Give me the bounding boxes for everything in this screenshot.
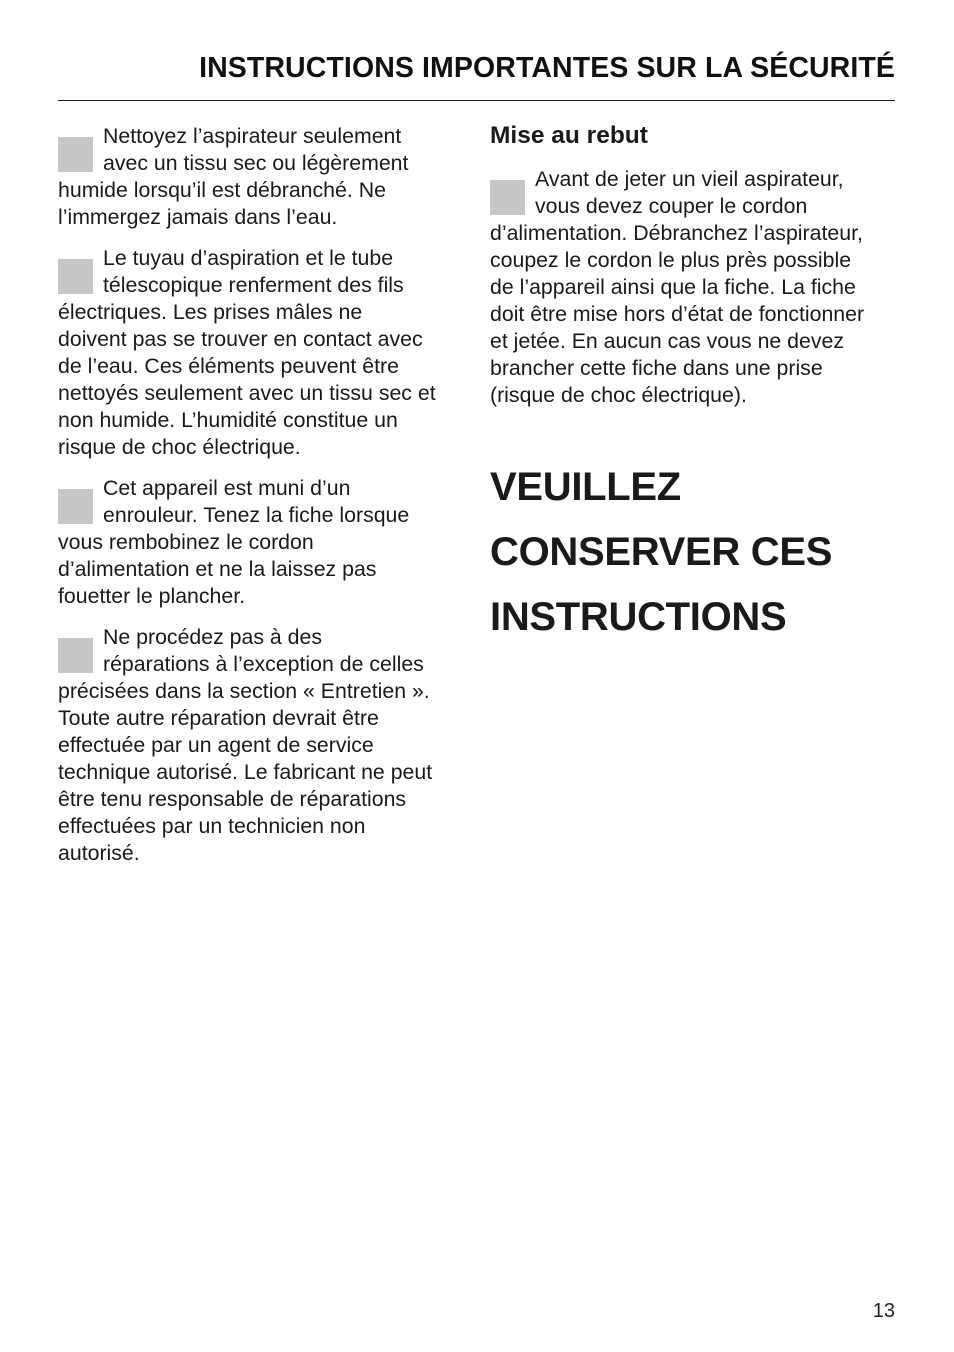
text-line: Nettoyez l’aspirateur seulement xyxy=(103,124,402,148)
text-line: brancher cette fiche dans une prise xyxy=(490,356,823,380)
page-number: 13 xyxy=(872,1300,895,1322)
text-line: de l’eau. Ces éléments peuvent être xyxy=(58,354,399,378)
text-line: Le tuyau d’aspiration et le tube xyxy=(103,246,394,270)
text-line: et jetée. En aucun cas vous ne devez xyxy=(490,329,844,353)
bullet-square-icon xyxy=(58,137,93,172)
text-line: Ne procédez pas à des xyxy=(103,625,323,649)
bullet-square-icon xyxy=(58,638,93,673)
text-line: d’alimentation. Débranchez l’aspirateur, xyxy=(490,221,863,245)
disposal-paragraph xyxy=(490,166,900,409)
text-line: électriques. Les prises mâles ne xyxy=(58,300,363,324)
text-line: de l’appareil ainsi que la fiche. La fiche xyxy=(490,275,856,299)
text-line: humide lorsqu’il est débranché. Ne xyxy=(58,178,386,202)
text-line: risque de choc électrique. xyxy=(58,435,301,459)
text-line: coupez le cordon le plus près possible xyxy=(490,248,852,272)
notice-line: INSTRUCTIONS xyxy=(490,595,787,639)
text-line: doivent pas se trouver en contact avec xyxy=(58,327,423,351)
text-line: précisées dans la section « Entretien ». xyxy=(58,679,430,703)
text-line: fouetter le plancher. xyxy=(58,584,246,608)
text-line: Toute autre réparation devrait être xyxy=(58,706,379,730)
bullet-square-icon xyxy=(490,180,525,215)
safety-paragraph xyxy=(58,475,468,610)
text-line: vous rembobinez le cordon xyxy=(58,530,314,554)
text-line: technique autorisé. Le fabricant ne peut xyxy=(58,760,433,784)
notice-line: CONSERVER CES xyxy=(490,530,833,574)
text-line: effectuée par un agent de service xyxy=(58,733,374,757)
text-line: non humide. L’humidité constitue un xyxy=(58,408,398,432)
text-line: vous devez couper le cordon xyxy=(535,194,808,218)
text-line: d’alimentation et ne la laissez pas xyxy=(58,557,377,581)
text-line: enrouleur. Tenez la fiche lorsque xyxy=(103,503,410,527)
text-line: nettoyés seulement avec un tissu sec et xyxy=(58,381,436,405)
text-line: Avant de jeter un vieil aspirateur, xyxy=(535,167,844,191)
text-line: doit être mise hors d’état de fonctionner xyxy=(490,302,865,326)
page-title: INSTRUCTIONS IMPORTANTES SUR LA SÉCURITÉ xyxy=(199,52,895,84)
section-heading: Mise au rebut xyxy=(490,122,648,149)
bullet-square-icon xyxy=(58,489,93,524)
safety-paragraph xyxy=(58,123,468,231)
text-line: être tenu responsable de réparations xyxy=(58,787,407,811)
safety-paragraph xyxy=(58,245,468,461)
text-line: réparations à l’exception de celles xyxy=(103,652,424,676)
text-line: Cet appareil est muni d’un xyxy=(103,476,351,500)
text-line: télescopique renferment des fils xyxy=(103,273,404,297)
text-line: autorisé. xyxy=(58,841,140,865)
text-line: avec un tissu sec ou légèrement xyxy=(103,151,409,175)
left-column xyxy=(58,123,468,881)
right-column xyxy=(490,120,900,423)
keep-instructions-notice xyxy=(490,455,832,650)
bullet-square-icon xyxy=(58,259,93,294)
text-line: (risque de choc électrique). xyxy=(490,383,747,407)
text-line: l’immergez jamais dans l’eau. xyxy=(58,205,338,229)
text-line: effectuées par un technicien non xyxy=(58,814,366,838)
safety-paragraph xyxy=(58,624,468,867)
header-divider xyxy=(58,100,895,101)
notice-line: VEUILLEZ xyxy=(490,465,681,509)
